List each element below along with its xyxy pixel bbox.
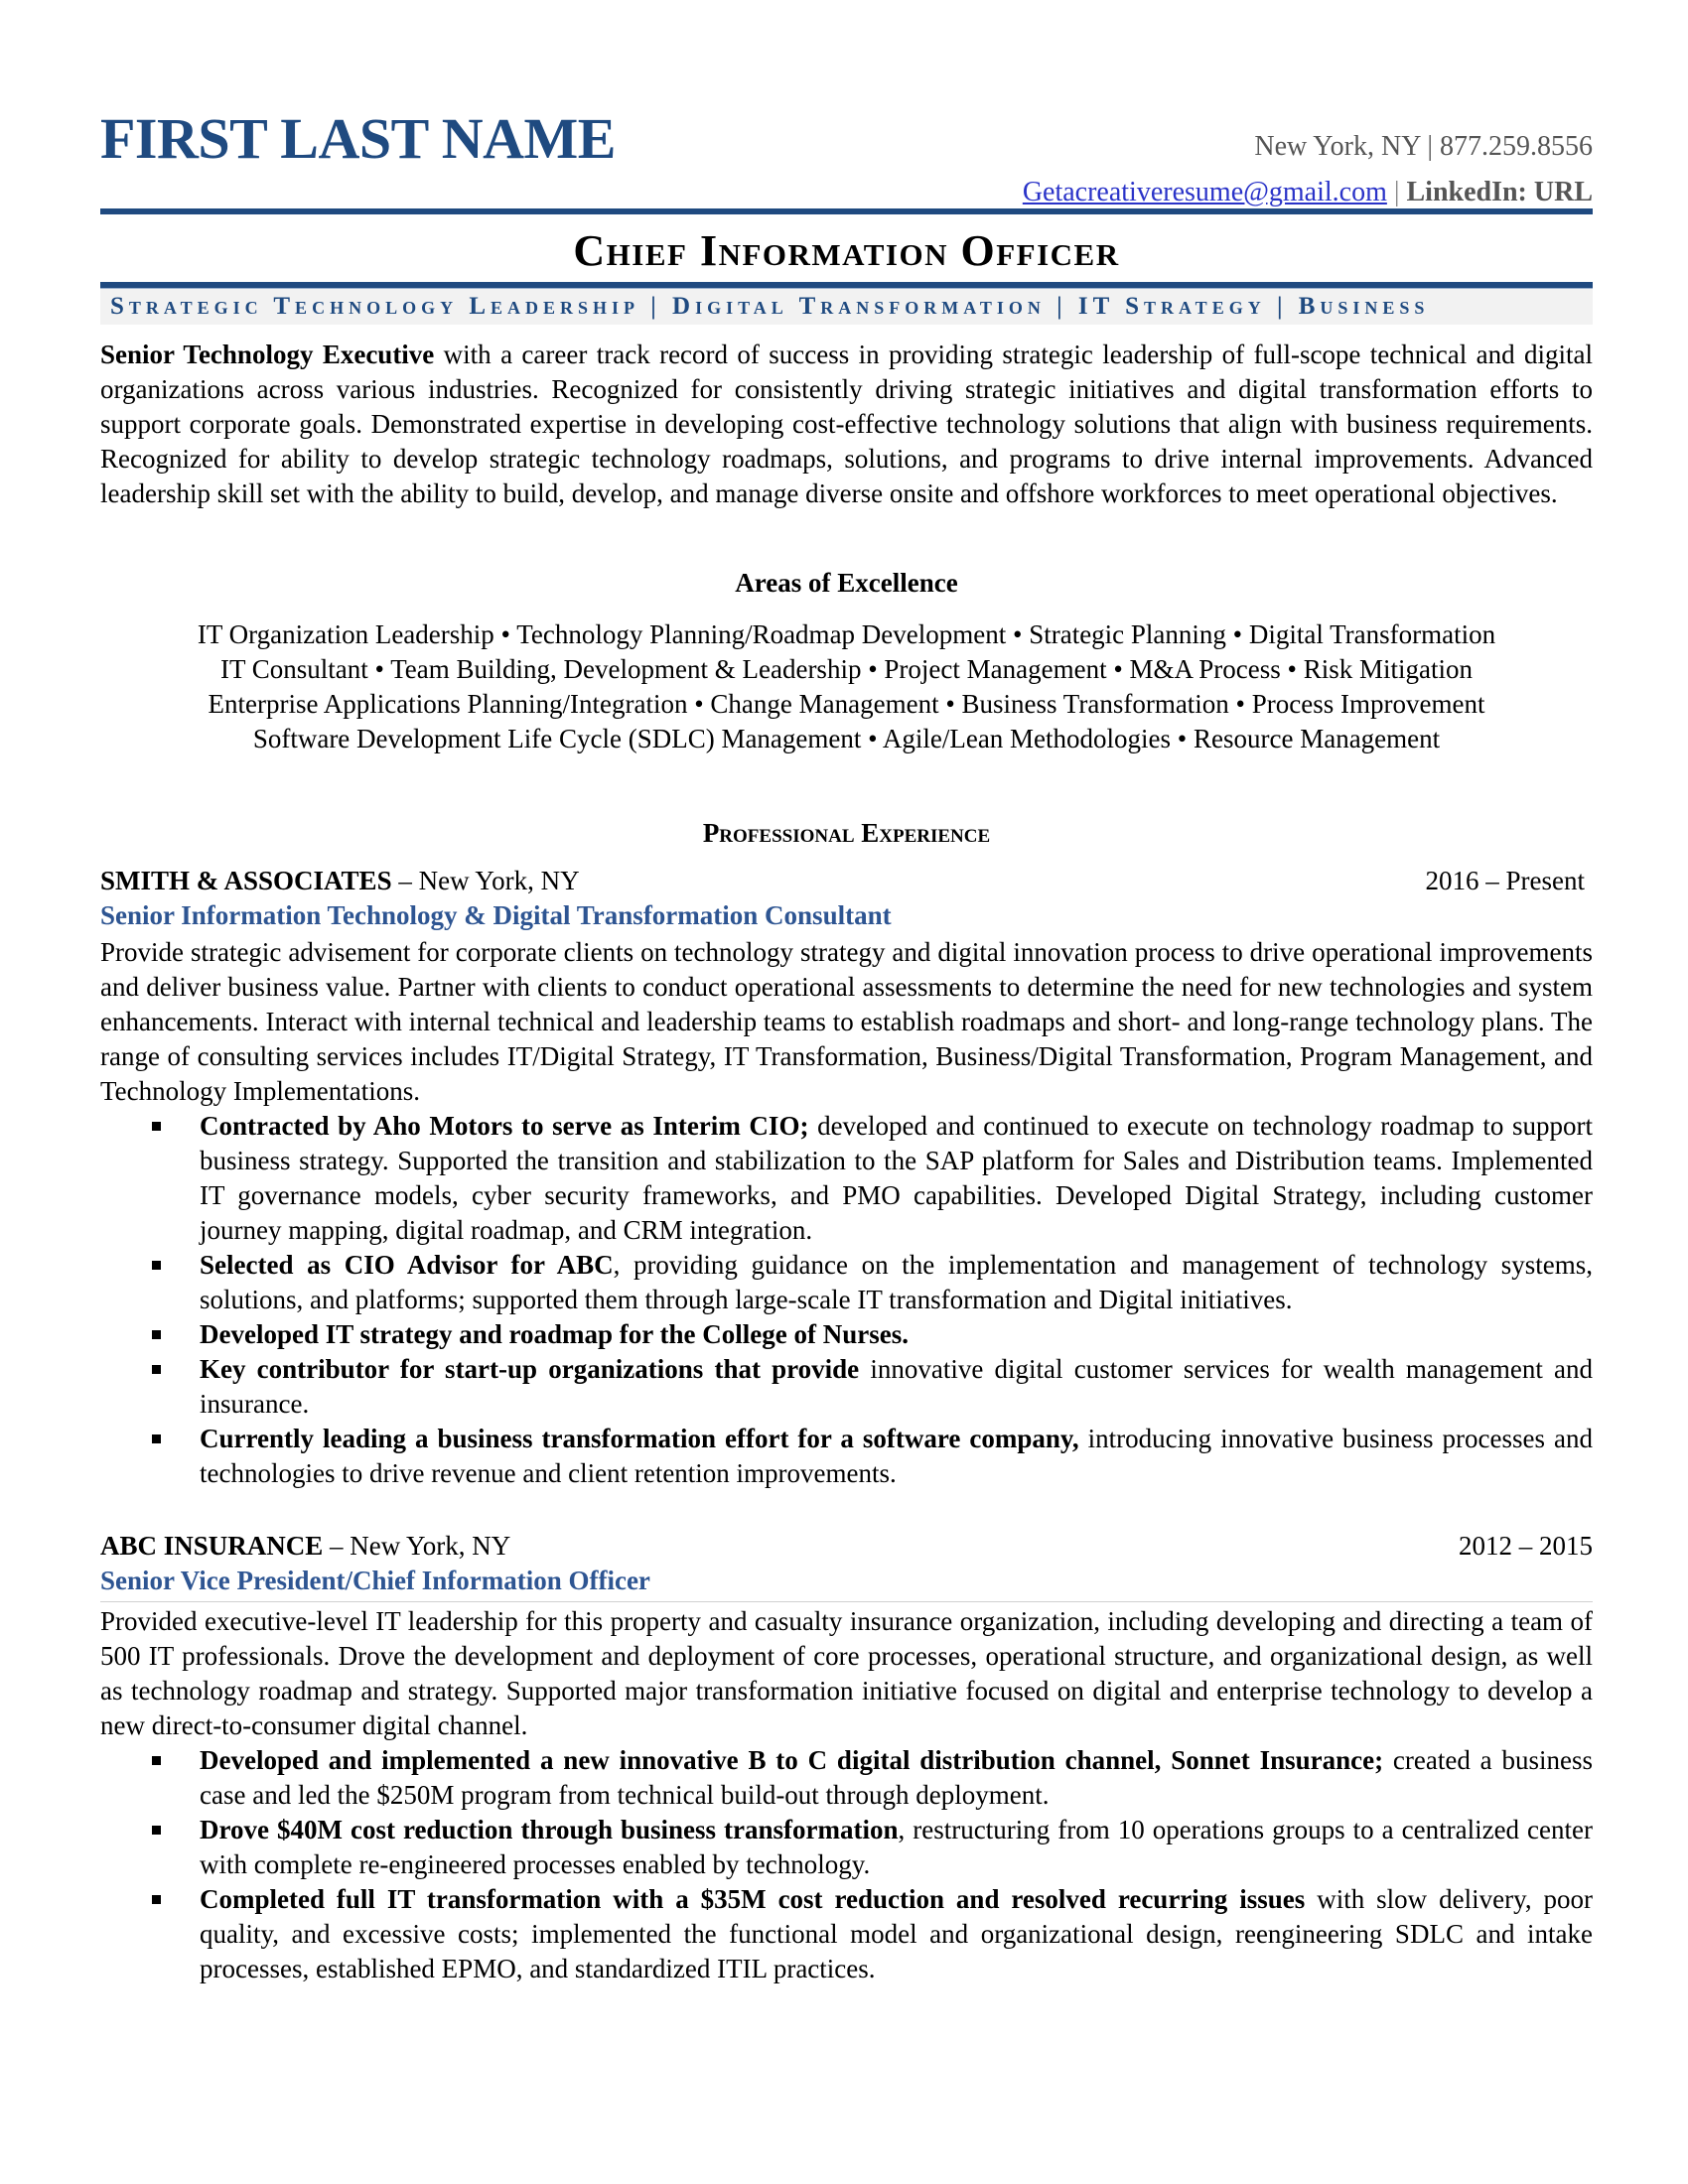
achievement-item — [100, 1743, 1593, 1813]
job-description: Provided executive-level IT leadership for this property and casualty insurance organization, including developing and directing a team of 500 IT professionals. Drove the development and deployment of core processes, operational structure, and organizational design, as well as technology roadmap and strategy. Supported major transformation initiative focused on digital and enterprise technology to develop a new direct-to-consumer digital channel. — [100, 1606, 1593, 1740]
square-bullet-icon — [152, 1895, 161, 1904]
achievement-list — [100, 1109, 1593, 1491]
square-bullet-icon — [152, 1434, 161, 1443]
achievement-bold: Completed full IT transformation with a $35M cost reduction and resolved recurring issues — [200, 1884, 1306, 1914]
achievement-text: created a business case and led the $250M program from technical build-out through deployment. — [200, 1745, 1593, 1810]
title-divider — [100, 282, 1593, 289]
job-role: Senior Information Technology & Digital Transformation Consultant — [100, 900, 892, 930]
tagline-banner: Strategic Technology Leadership | Digital Transformation | IT Strategy | Business — [100, 289, 1593, 325]
achievement-text: , providing guidance on the implementation and management of technology systems, solutions, and platforms; supported them through large-scale IT transformation and Digital initiatives. — [200, 1250, 1593, 1314]
achievement-text: , restructuring from 10 operations groups to a centralized center with complete re-engineered processes enabled by technology. — [200, 1815, 1594, 1879]
achievement-item — [100, 1248, 1593, 1317]
job-dates: 2016 – Present — [1425, 866, 1585, 895]
contact-links — [1023, 176, 1593, 209]
job-role: Senior Vice President/Chief Information Officer — [100, 1566, 650, 1595]
role-divider — [100, 1601, 1593, 1602]
summary-text: with a career track record of success in providing strategic leadership of full-scope technical and digital organizations across various industries. Recognized for consistently driving strategic initiatives and digital transformation efforts to support corporate goals. Demonstrated expertise in developing cost-effective technology solutions that align with business requirements. Recognized for ability to develop strategic technology roadmaps, solutions, and programs to drive internal improvements. Advanced leadership skill set with the ability to build, develop, and manage diverse onsite and offshore workforces to meet operational objectives. — [100, 340, 1593, 508]
header-divider — [100, 208, 1593, 214]
achievement-item — [100, 1317, 1593, 1352]
aoe-line: Software Development Life Cycle (SDLC) Management • Agile/Lean Methodologies • Resource Management — [252, 724, 1441, 753]
achievement-item — [100, 1352, 1593, 1422]
experience-section-title: Professional Experience — [702, 818, 991, 848]
job-description: Provide strategic advisement for corporate clients on technology strategy and digital innovation process to drive operational improvements and deliver business value. Partner with clients to conduct operational assessments to determine the need for new technologies and system enhancements. Interact with internal technical and leadership teams to establish roadmaps and short- and long-range technology plans. The range of consulting services includes IT/Digital Strategy, IT Transformation, Business/Digital Transformation, Program Management, and Technology Implementations. — [100, 937, 1593, 1106]
achievement-item — [100, 1109, 1593, 1248]
summary-lead: Senior Technology Executive — [100, 340, 435, 369]
achievement-list — [100, 1743, 1593, 1986]
achievement-item — [100, 1882, 1593, 1986]
square-bullet-icon — [152, 1756, 161, 1765]
company-location: – New York, NY — [323, 1531, 511, 1561]
achievement-bold: Developed and implemented a new innovative B to C digital distribution channel, Sonnet Insurance; — [200, 1745, 1384, 1775]
achievement-bold: Key contributor for start-up organizations that provide — [200, 1354, 860, 1384]
job-entry — [100, 1529, 1593, 1986]
square-bullet-icon — [152, 1261, 161, 1270]
achievement-text: with slow delivery, poor quality, and excessive costs; implemented the functional model and organizational design, reengineering SDLC and intake processes, established EPMO, and standardized ITIL practices. — [200, 1884, 1594, 1983]
achievement-text: developed and continued to execute on technology roadmap to support business strategy. Supported the transition and stabilization to the SAP platform for Sales and Distribution teams. Implemented IT governance models, cyber security frameworks, and PMO capabilities. Developed Digital Strategy, including customer journey mapping, digital roadmap, and CRM integration. — [200, 1111, 1594, 1245]
company-location: – New York, NY — [391, 866, 580, 895]
achievement-bold: Currently leading a business transformation effort for a software company, — [200, 1424, 1079, 1453]
aoe-line: IT Organization Leadership • Technology Planning/Roadmap Development • Strategic Planning • Digital Transformation — [197, 619, 1496, 649]
linkedin-link[interactable]: LinkedIn: URL — [1406, 177, 1593, 207]
achievement-item — [100, 1813, 1593, 1882]
aoe-line: IT Consultant • Team Building, Development & Leadership • Project Management • M&A Process • Risk Mitigation — [219, 654, 1473, 684]
square-bullet-icon — [152, 1826, 161, 1835]
areas-of-excellence-title: Areas of Excellence — [735, 568, 958, 598]
company-name: ABC INSURANCE — [100, 1531, 324, 1561]
aoe-line: Enterprise Applications Planning/Integration • Change Management • Business Transformation • Process Improvement — [208, 689, 1485, 719]
job-header — [100, 1529, 1593, 1564]
achievement-bold: Selected as CIO Advisor for ABC — [200, 1250, 614, 1280]
square-bullet-icon — [152, 1365, 161, 1374]
summary-paragraph — [100, 338, 1593, 511]
header — [100, 104, 1593, 207]
achievement-bold: Drove $40M cost reduction through business transformation — [200, 1815, 899, 1844]
location-phone: New York, NY | 877.259.8556 — [1254, 131, 1593, 162]
separator: | — [1386, 177, 1407, 207]
company-name: SMITH & ASSOCIATES — [100, 866, 392, 895]
achievement-item — [100, 1422, 1593, 1491]
achievement-bold: Contracted by Aho Motors to serve as Interim CIO; — [200, 1111, 809, 1141]
achievement-bold: Developed IT strategy and roadmap for the College of Nurses. — [200, 1319, 909, 1349]
job-dates: 2012 – 2015 — [1459, 1531, 1593, 1561]
job-entry — [100, 864, 1593, 1491]
email-link[interactable]: Getacreativeresume@gmail.com — [1022, 177, 1387, 207]
square-bullet-icon — [152, 1122, 161, 1131]
achievement-text: introducing innovative business processes and technologies to drive revenue and client retention improvements. — [200, 1424, 1593, 1488]
job-title: Chief Information Officer — [573, 226, 1120, 275]
job-header — [100, 864, 1593, 898]
candidate-name: FIRST LAST NAME — [100, 106, 616, 171]
square-bullet-icon — [152, 1330, 161, 1339]
achievement-text: innovative digital customer services for wealth management and insurance. — [200, 1354, 1594, 1419]
areas-of-excellence-list — [100, 617, 1593, 756]
